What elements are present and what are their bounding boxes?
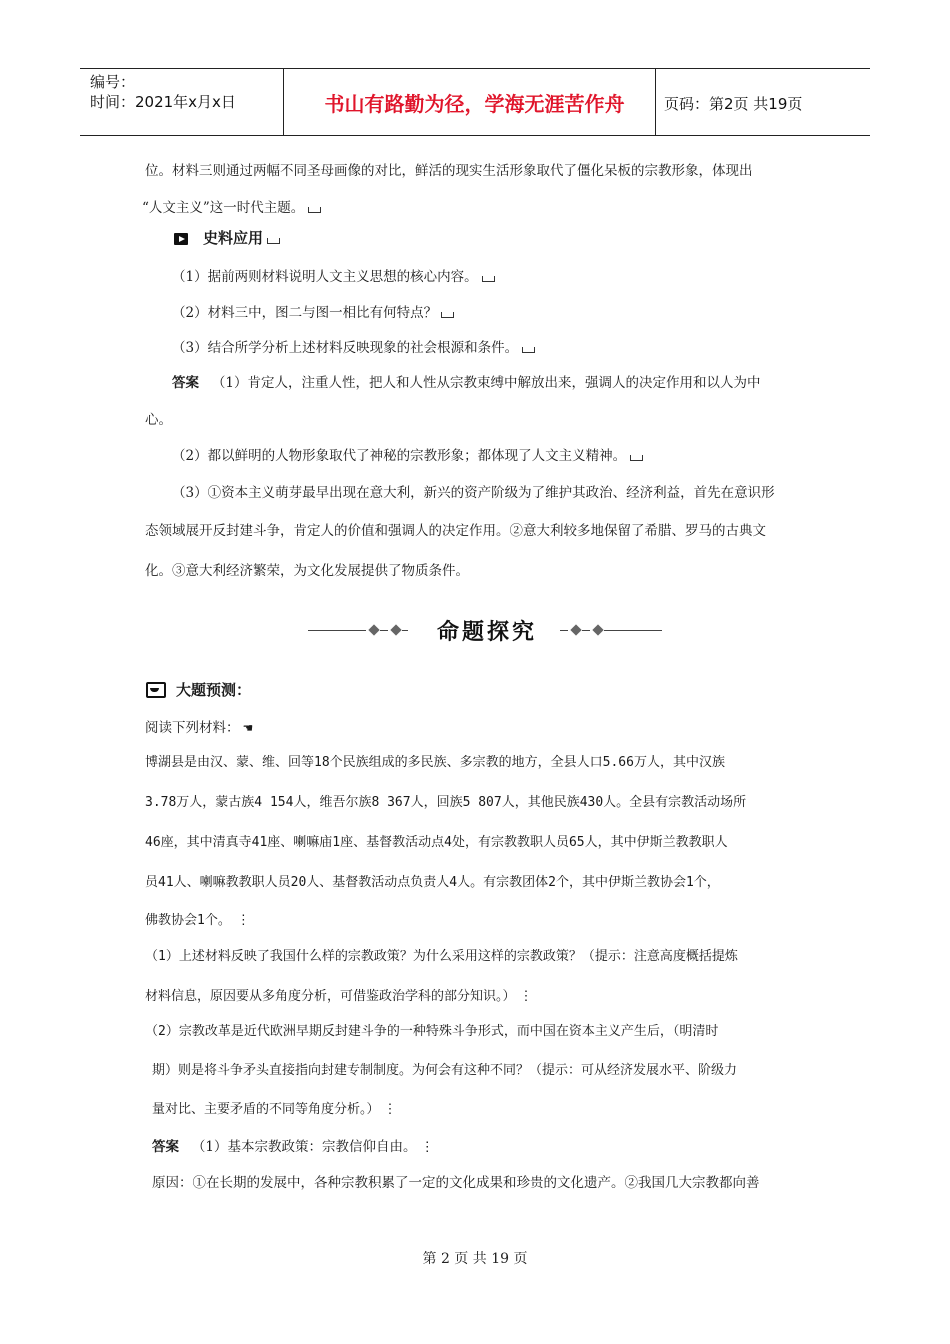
answer-1-a3-line-1: （3）①资本主义萌芽最早出现在意大利，新兴的资产阶级为了维护其政治、经济利益，首先在意识形 [172, 485, 775, 501]
material-line-1: 博湖县是由汉、蒙、维、回等18个民族组成的多民族、多宗教的地方，全县人口5.66万人，其中汉族 [145, 755, 725, 770]
answer-1-a2-text: （2）都以鲜明的人物形象取代了神秘的宗教形象；都体现了人文主义精神。 [172, 448, 627, 464]
apply-q1-text: （1）据前两则材料说明人文主义思想的核心内容。 [172, 269, 478, 285]
page-footer: 第 2 页 共 19 页 [422, 1251, 528, 1267]
apply-question-1 [172, 268, 495, 286]
answer-label: 答案 [152, 1139, 179, 1155]
header-motto: 书山有路勤为径，学海无涯苦作舟 [324, 92, 625, 116]
apply-heading [203, 229, 280, 247]
answer-1-a3-line-3: 化。③意大利经济繁荣，为文化发展提供了物质条件。 [145, 563, 469, 579]
answer-2-reason: 原因：①在长期的发展中，各种宗教积累了一定的文化成果和珍贵的文化遗产。②我国几大宗教都向善 [152, 1175, 760, 1191]
paragraph-mark-icon: ⋮ [236, 913, 250, 928]
diamond-icon [368, 624, 379, 635]
answer-1-a1-text: （1）肯定人，注重人性，把人和人性从宗教束缚中解放出来，强调人的决定作用和以人为中 [211, 375, 761, 391]
read-instruction [145, 719, 253, 737]
return-mark-icon [630, 455, 643, 461]
return-mark-icon [267, 238, 280, 244]
material-line-4: 员41人、喇嘛教教职人员20人、基督教活动点负责人4人。有宗教团体2个，其中伊斯兰教协会1个， [145, 875, 720, 890]
predict-question-2-line-2: 期）则是将斗争矛头直接指向封建专制制度。为何会有这种不同？（提示：可从经济发展水平、阶级力 [152, 1063, 738, 1078]
paragraph-mark-icon: ⋮ [519, 989, 533, 1004]
apply-question-2 [172, 304, 454, 322]
read-instruction-text: 阅读下列材料： [145, 720, 240, 736]
title-rule-right-start [560, 630, 568, 631]
diamond-icon [570, 624, 581, 635]
material-line-3: 46座，其中清真寺41座、喇嘛庙1座、基督教活动点4处，有宗教教职人员65人，其中伊斯兰教教职人 [145, 835, 728, 850]
answer-1-line-1 [172, 374, 760, 392]
predict-question-2-line-1: （2）宗教改革是近代欧洲早期反封建斗争的一种特殊斗争形式，而中国在资本主义产生后，（明清时 [145, 1024, 719, 1039]
material-line-5-text: 佛教协会1个。 [145, 913, 231, 928]
monitor-icon [146, 682, 166, 698]
predict-q1-line-2-text: 材料信息，原因要从多角度分析，可借鉴政治学科的部分知识。） [145, 989, 516, 1004]
intro-line-2 [142, 199, 321, 217]
header-bottom-rule [80, 135, 870, 136]
material-line-5 [145, 912, 250, 930]
document-number: 编号： [90, 73, 136, 91]
predict-q2-line-3-text: 量对比、主要矛盾的不同等角度分析。） [152, 1102, 380, 1117]
material-line-2: 3.78万人，蒙古族4 154人，维吾尔族8 367人，回族5 807人，其他民族430人。全县有宗教活动场所 [145, 795, 747, 810]
section-title: 命题探究 [436, 620, 537, 645]
title-rule-left [308, 630, 366, 631]
intro-line-2-text: “人文主义”这一时代主题。 [142, 200, 305, 216]
apply-q2-text: （2）材料三中，图二与图一相比有何特点？ [172, 305, 438, 321]
title-rule-right [604, 630, 662, 631]
predict-question-1-line-1: （1）上述材料反映了我国什么样的宗教政策？为什么采用这样的宗教政策？（提示：注意高度概括提炼 [145, 949, 738, 964]
return-mark-icon [482, 276, 495, 282]
document-date: 时间：2021年x月x日 [90, 93, 236, 111]
paragraph-mark-icon: ⋮ [383, 1102, 397, 1117]
header-page-number: 页码：第2页 共19页 [664, 95, 803, 113]
section-title-banner [308, 614, 663, 646]
answer-1-line-2: 心。 [145, 412, 172, 428]
title-rule-left-end [402, 630, 408, 631]
paragraph-mark-icon: ⋮ [420, 1139, 434, 1155]
intro-line-1: 位。材料三则通过两幅不同圣母画像的对比，鲜活的现实生活形象取代了僵化呆板的宗教形象，体现出 [145, 163, 753, 179]
apply-question-3 [172, 339, 535, 357]
header-meta [90, 72, 236, 112]
answer-1-a2 [172, 447, 643, 465]
diamond-icon [592, 624, 603, 635]
predict-heading: 大题预测： [176, 681, 252, 699]
predict-question-1-line-2 [145, 988, 533, 1006]
return-mark-icon [522, 347, 535, 353]
play-icon [174, 233, 188, 245]
page-header [80, 68, 870, 136]
answer-2-a1-text: （1）基本宗教政策：宗教信仰自由。 [191, 1139, 417, 1155]
apply-q3-text: （3）结合所学分析上述材料反映现象的社会根源和条件。 [172, 340, 519, 356]
title-rule-right-inner [582, 630, 590, 631]
answer-2-line-1 [152, 1138, 434, 1156]
answer-label: 答案 [172, 375, 199, 391]
title-rule-left-inner [380, 630, 388, 631]
header-top-rule [80, 68, 870, 69]
hand-pointer-icon: ☚ [242, 721, 254, 735]
return-mark-icon [441, 312, 454, 318]
answer-1-a3-line-2: 态领域展开反封建斗争，肯定人的价值和强调人的决定作用。②意大利较多地保留了希腊、罗马的古典文 [145, 523, 766, 539]
predict-question-2-line-3 [152, 1101, 397, 1119]
return-mark-icon [308, 207, 321, 213]
apply-heading-text: 史料应用 [203, 229, 264, 247]
diamond-icon [390, 624, 401, 635]
